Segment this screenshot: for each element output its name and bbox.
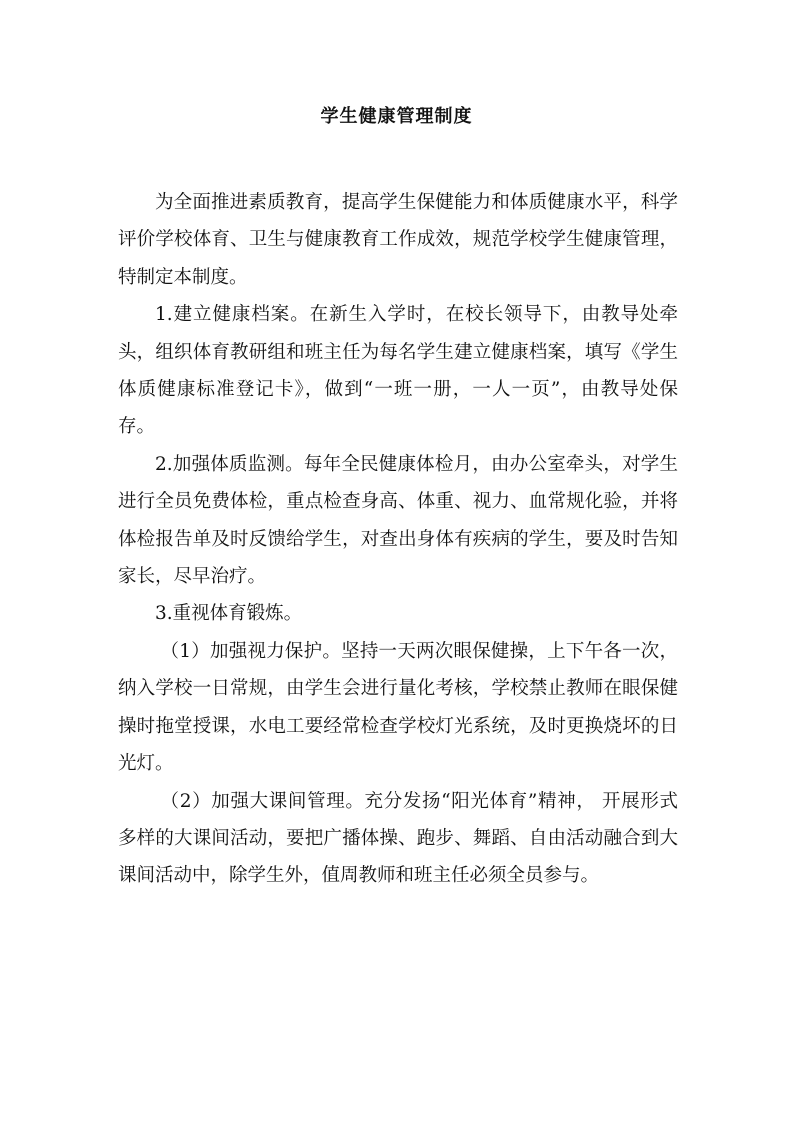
section-1-paragraph: 1.建立健康档案。在新生入学时，在校长领导下，由教导处牵头，组织体育教研组和班主任为每名学生建立健康档案，填写《学生体质健康标准登记卡》，做到“一班一册，一人一页”，由教导处保存。 — [118, 304, 678, 438]
section-3-item-1-paragraph: （1）加强视力保护。坚持一天两次眼保健操，上下午各一次，纳入学校一日常规，由学生会进行量化考核，学校禁止教师在眼保健操时拖堂授课，水电工要经常检查学校灯光系统，及时更换烧坏的日光灯。 — [118, 640, 678, 775]
section-3-item-2-paragraph: （2）加强大课间管理。充分发扬“阳光体育”精神， 开展形式多样的大课间活动，要把广播体操、跑步、舞蹈、自由活动融合到大课间活动中，除学生外，值周教师和班主任必须全员参与。 — [118, 790, 678, 887]
document-title: 学生健康管理制度 — [320, 106, 473, 127]
section-2-paragraph: 2.加强体质监测。每年全民健康体检月，由办公室牵头，对学生进行全员免费体检，重点检查身高、体重、视力、血常规化验，并将体检报告单及时反馈给学生，对查出身体有疾病的学生，要及时告知家长，尽早治疗。 — [118, 453, 678, 588]
section-3-heading: 3.重视体育锻炼。 — [155, 603, 303, 625]
document-body — [118, 184, 678, 895]
intro-paragraph: 为全面推进素质教育，提高学生保健能力和体质健康水平，科学评价学校体育、卫生与健康教育工作成效，规范学校学生健康管理，特制定本制度。 — [118, 192, 678, 288]
